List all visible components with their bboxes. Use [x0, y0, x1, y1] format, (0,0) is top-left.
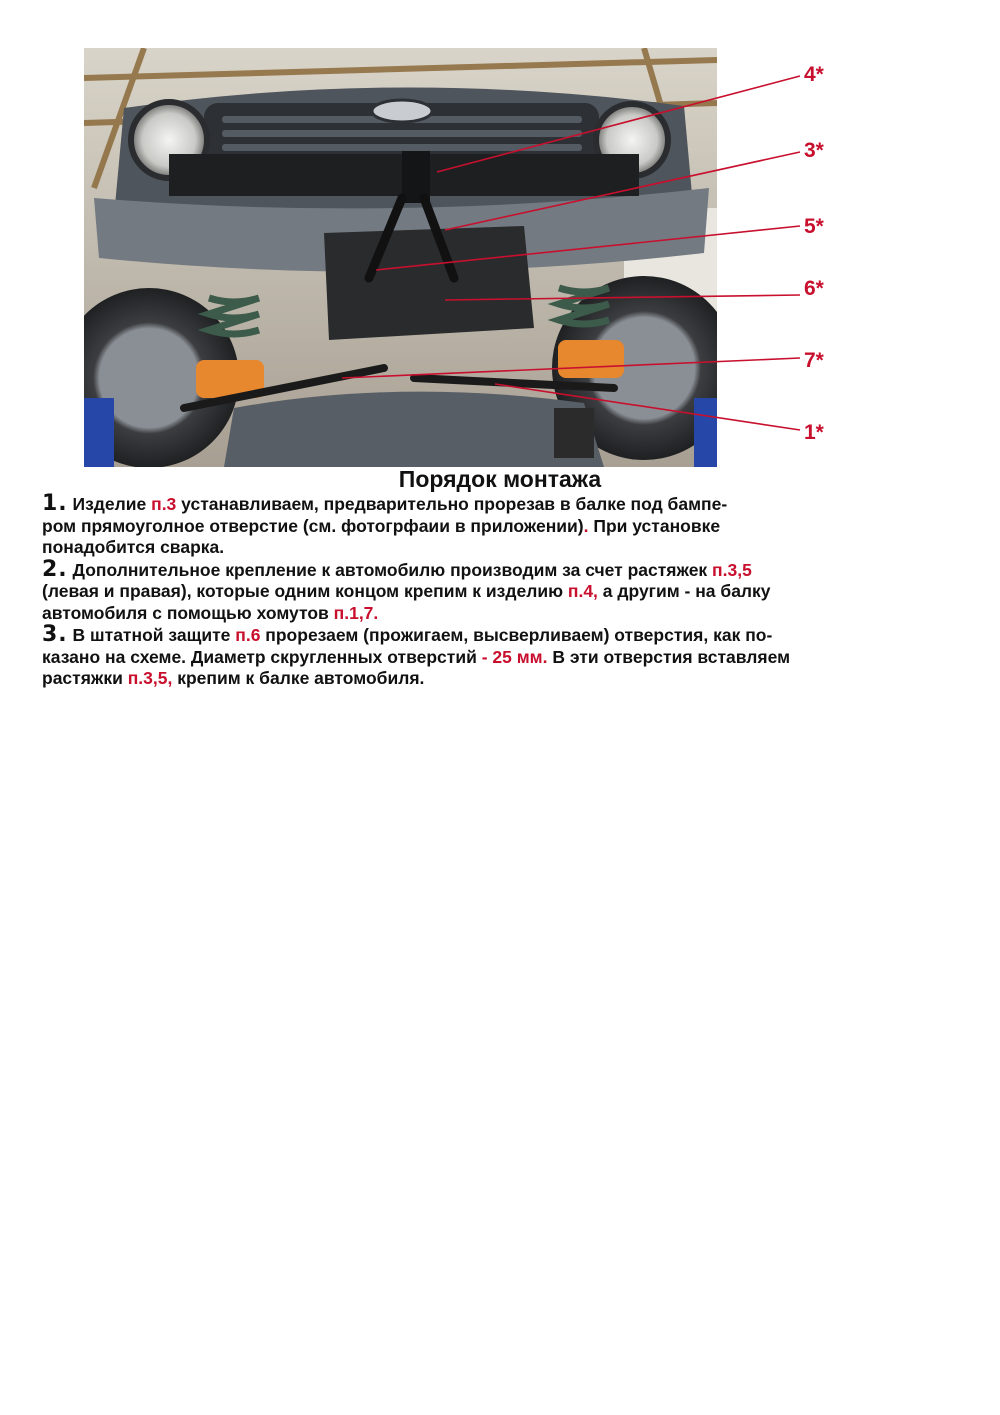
step-line — [42, 624, 922, 647]
step-text: крепим к балке автомобиля. — [172, 668, 425, 688]
page-title: Порядок монтажа — [398, 466, 602, 492]
callout-label-6: 6* — [804, 277, 824, 300]
item-reference: п.3 — [151, 494, 177, 514]
step-line — [42, 647, 922, 669]
step-text: понадобится сварка. — [42, 537, 225, 557]
callout-label-7: 7* — [804, 349, 824, 372]
callout-label-4: 4* — [804, 63, 824, 86]
step-text: растяжки — [42, 668, 128, 688]
step-text: казано на схеме. Диаметр скругленных отверстий — [42, 646, 482, 667]
step-number: 3. — [42, 622, 68, 647]
vehicle-underside-illustration — [84, 48, 717, 467]
step-text: прорезаем (прожигаем, высверливаем) отверстия, как по- — [260, 625, 773, 645]
installation-photo — [84, 48, 717, 467]
step-line — [42, 537, 922, 559]
step-line — [42, 493, 922, 516]
item-reference: - 25 мм. — [481, 646, 548, 667]
item-reference: п.1,7. — [333, 602, 379, 623]
step-3 — [42, 624, 922, 690]
step-number: 2. — [42, 556, 68, 582]
installation-steps — [42, 493, 922, 690]
callout-label-1: 1* — [804, 421, 824, 444]
item-reference: . — [583, 515, 589, 536]
step-text: В эти отверстия вставляем — [547, 646, 791, 667]
step-line — [42, 581, 922, 603]
step-2 — [42, 556, 922, 625]
item-reference: п.6 — [235, 625, 261, 645]
item-reference: п.3,5 — [712, 559, 752, 580]
step-line — [42, 603, 922, 625]
step-text: (левая и правая), которые одним концом крепим к изделию — [42, 581, 568, 601]
callout-label-3: 3* — [804, 139, 824, 162]
step-number: 1. — [42, 491, 68, 516]
step-text: В штатной защите — [67, 625, 236, 645]
step-1 — [42, 493, 922, 559]
callout-label-5: 5* — [804, 215, 824, 238]
step-line — [42, 668, 922, 690]
step-text: устанавливаем, предварительно прорезав в балке под бампе- — [176, 494, 728, 514]
item-reference: п.4, — [567, 581, 598, 601]
step-text: а другим - на балку — [597, 581, 771, 601]
step-text: ром прямоуголное отверстие (см. фотогрфаии в приложении) — [42, 515, 584, 536]
step-text: При установке — [588, 515, 721, 536]
step-line — [42, 556, 922, 582]
item-reference: п.3,5, — [127, 668, 173, 688]
step-text: автомобиля с помощью хомутов — [42, 602, 334, 623]
step-text: Изделие — [67, 494, 152, 514]
step-line — [42, 516, 922, 538]
step-text: Дополнительное крепление к автомобилю производим за счет растяжек — [67, 559, 713, 580]
